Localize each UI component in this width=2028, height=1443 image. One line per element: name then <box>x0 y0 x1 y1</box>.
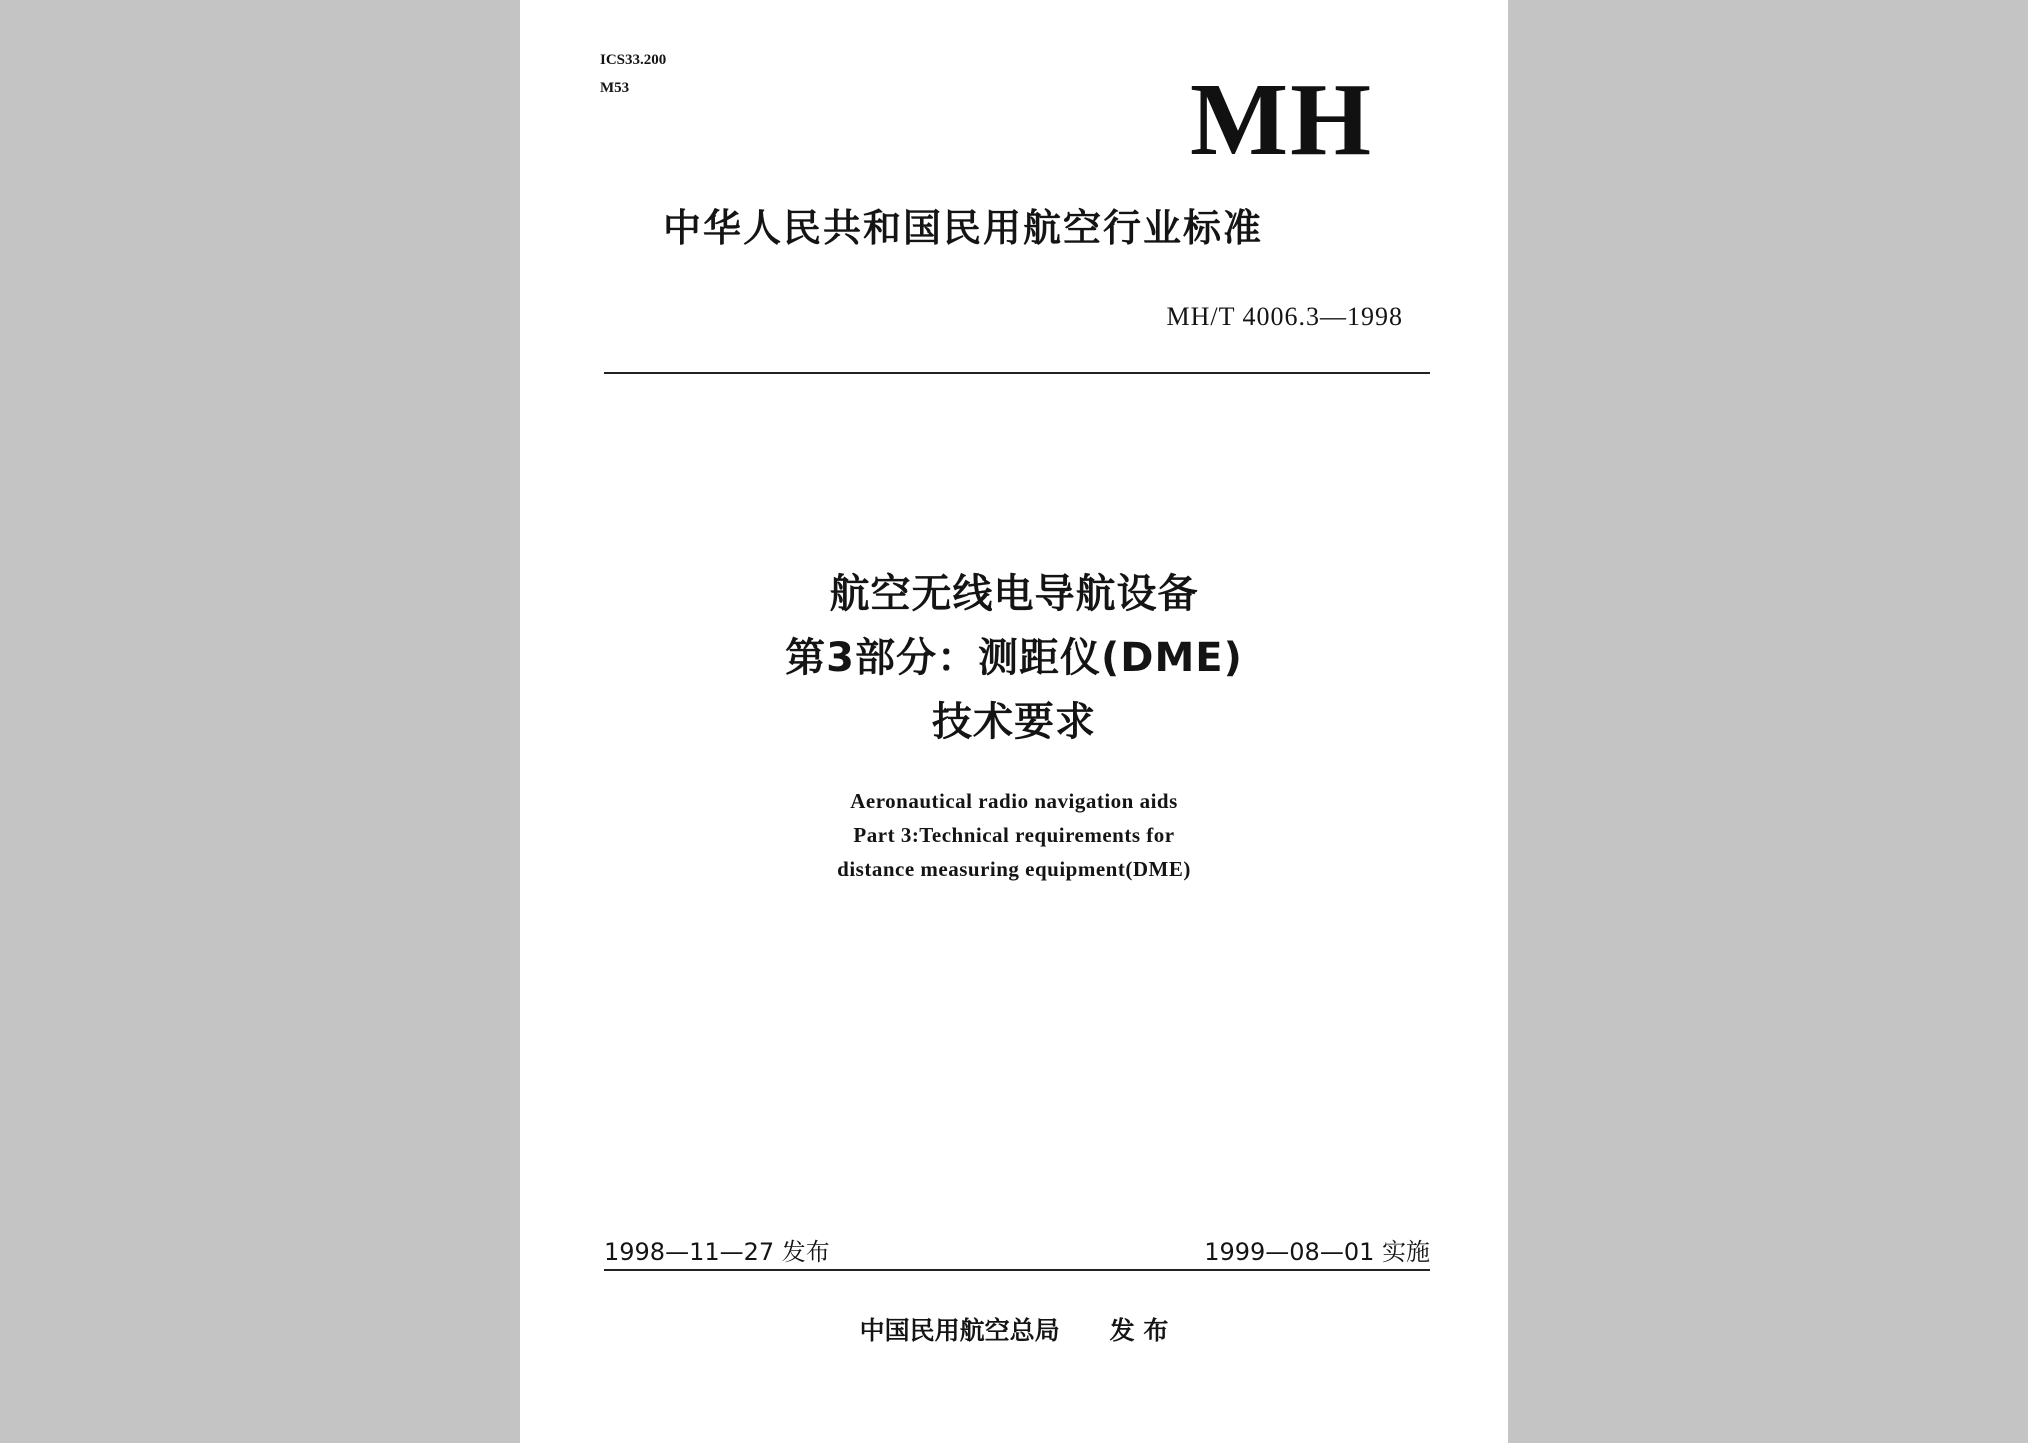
category-code: M53 <box>600 80 630 96</box>
bottom-divider <box>604 1269 1430 1271</box>
publish-date: 1998—11—27 发布 <box>604 1238 830 1266</box>
issuer-name: 中国民用航空总局 <box>859 1316 1060 1345</box>
top-divider <box>604 372 1430 374</box>
chinese-title-line-2: 第3部分：测距仪(DME) <box>785 635 1243 681</box>
chinese-title <box>520 562 1508 754</box>
standard-number: MH/T 4006.3—1998 <box>1166 302 1403 331</box>
issuing-authority-title: 中华人民共和国民用航空行业标准 <box>663 206 1264 250</box>
english-title <box>520 784 1508 886</box>
english-title-line-2: Part 3:Technical requirements for <box>853 823 1175 847</box>
standard-mark-logo: MH <box>1190 62 1374 177</box>
chinese-title-line-1: 航空无线电导航设备 <box>829 571 1199 617</box>
english-title-line-3: distance measuring equipment(DME) <box>837 857 1191 881</box>
chinese-title-line-3: 技术要求 <box>932 699 1096 745</box>
classification-codes <box>600 46 666 102</box>
issue-label: 发 布 <box>1109 1316 1169 1345</box>
effective-date: 1999—08—01 实施 <box>1204 1238 1430 1266</box>
english-title-line-1: Aeronautical radio navigation aids <box>850 789 1178 813</box>
document-page <box>520 0 1508 1443</box>
ics-code: ICS33.200 <box>600 52 667 68</box>
issuer-line <box>520 1314 1508 1348</box>
